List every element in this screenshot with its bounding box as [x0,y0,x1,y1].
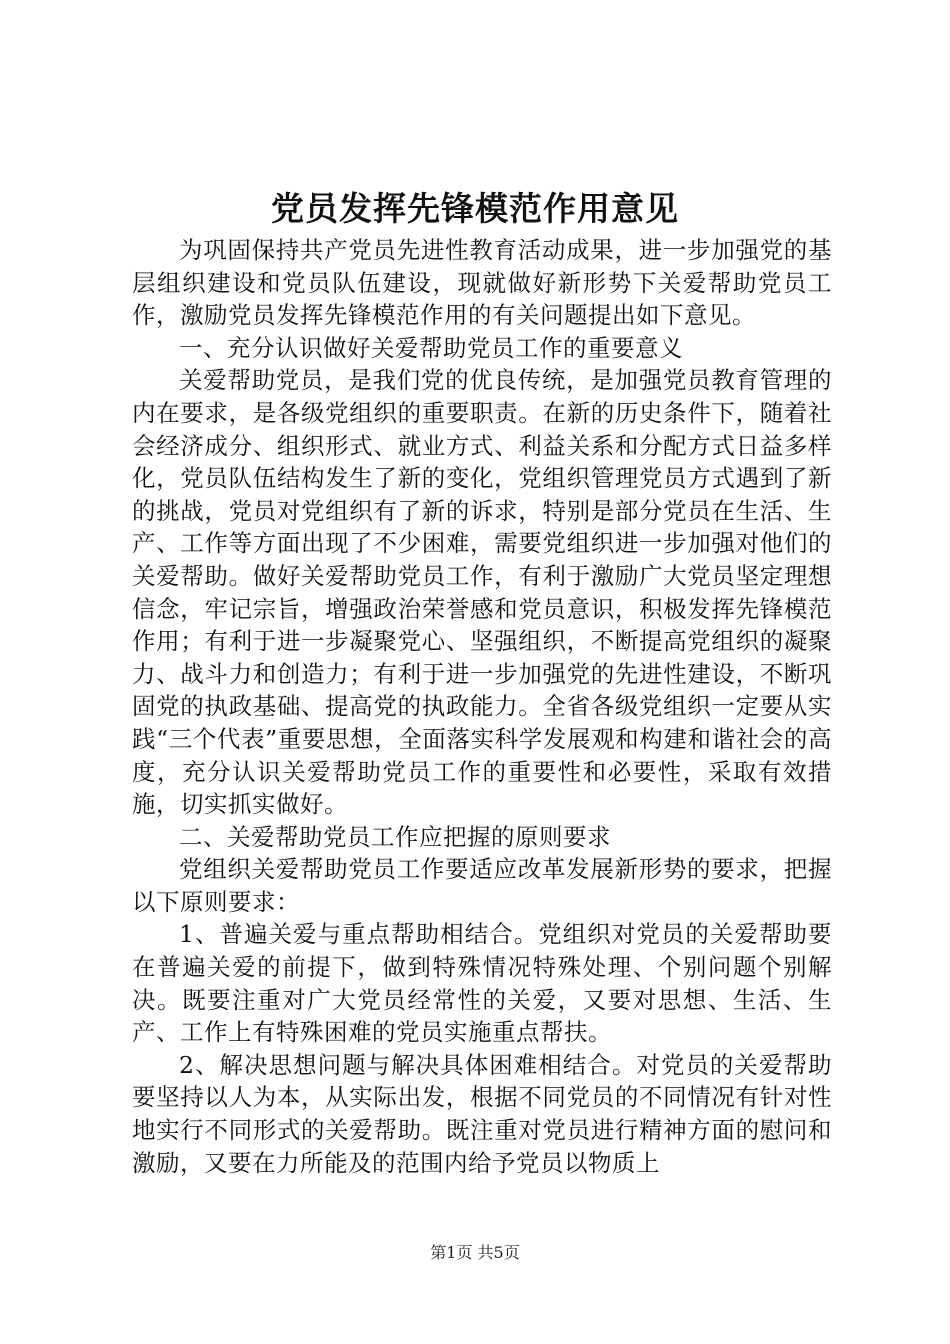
section-heading-2: 二、关爱帮助党员工作应把握的原则要求 [179,822,611,851]
document-title: 党员发挥先锋模范作用意见 [271,189,679,228]
page-footer: 第1页 共5页 [430,1243,520,1262]
paragraph-principle-1: 1、普遍关爱与重点帮助相结合。党组织对党员的关爱帮助要在普遍关爱的前提下，做到特殊情况特殊处理、个别问题个别解决。既要注重对广大党员经常性的关爱，又要对思想、生活、生产、工作上有特殊困难的党员实施重点帮扶。 [132,920,832,1047]
paragraph-principle-2: 2、解决思想问题与解决具体困难相结合。对党员的关爱帮助要坚持以人为本，从实际出发，根据不同党员的不同情况有针对性地实行不同形式的关爱帮助。既注重对党员进行精神方面的慰问和激励，又要在力所能及的范围内给予党员以物质上 [132,1050,832,1177]
paragraph-significance: 关爱帮助党员，是我们党的优良传统，是加强党员教育管理的内在要求，是各级党组织的重要职责。在新的历史条件下，随着社会经济成分、组织形式、就业方式、利益关系和分配方式日益多样化，党员队伍结构发生了新的变化，党组织管理党员方式遇到了新的挑战，党员对党组织有了新的诉求，特别是部分党员在生活、生产、工作等方面出现了不少困难，需要党组织进一步加强对他们的关爱帮助。做好关爱帮助党员工作，有利于激励广大党员坚定理想信念，牢记宗旨，增强政治荣誉感和党员意识，积极发挥先锋模范作用；有利于进一步凝聚党心、坚强组织，不断提高党组织的凝聚力、战斗力和创造力；有利于进一步加强党的先进性建设，不断巩固党的执政基础、提高党的执政能力。全省各级党组织一定要从实践“三个代表”重要思想，全面落实科学发展观和构建和谐社会的高度，充分认识关爱帮助党员工作的重要性和必要性，采取有效措施，切实抓实做好。 [132,366,832,819]
paragraph-intro: 为巩固保持共产党员先进性教育活动成果，进一步加强党的基层组织建设和党员队伍建设，现就做好新形势下关爱帮助党员工作，激励党员发挥先锋模范作用的有关问题提出如下意见。 [132,236,832,330]
section-heading-1: 一、充分认识做好关爱帮助党员工作的重要意义 [179,333,683,362]
document-body [132,234,832,1179]
paragraph-principles-intro: 党组织关爱帮助党员工作要适应改革发展新形势的要求，把握以下原则要求： [132,855,832,916]
